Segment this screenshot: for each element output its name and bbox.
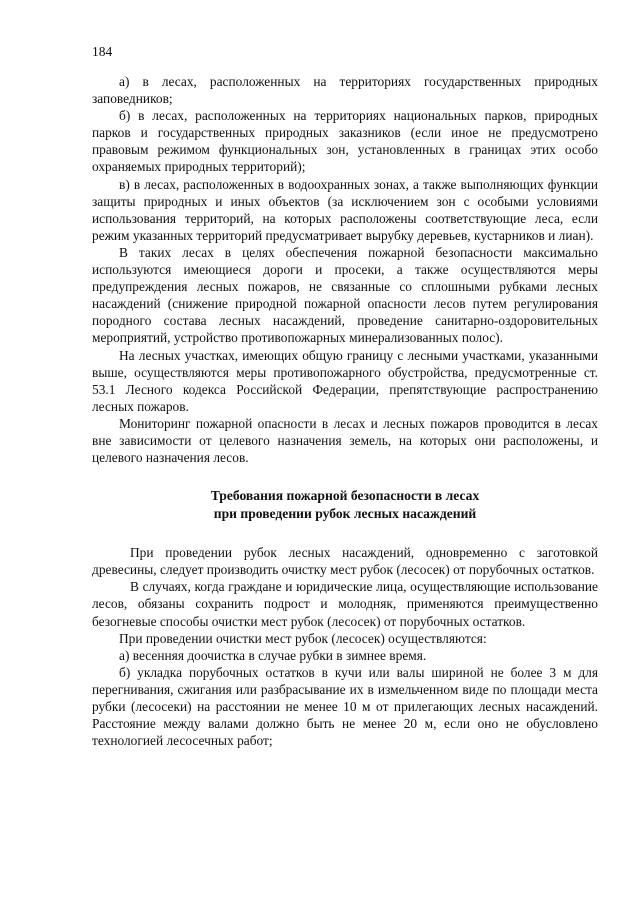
paragraph-fire-safety-measures: В таких лесах в целях обеспечения пожарной безопасности максимально используются имеющиеся дороги и просеки, а также осуществляются меры предупреждения лесных пожаров, не связанные со сплошными рубками лесных насаждений (снижение природной пожарной опасности лесов путем регулирования породного состава лесных насаждений, проведение санитарно-оздоровительных мероприятий, устройство противопожарных минерализованных полос). [92, 244, 598, 346]
document-body [92, 73, 598, 749]
paragraph-adjacent-plots: На лесных участках, имеющих общую границу с лесными участками, указанными выше, осуществляются меры противопожарного обустройства, предусмотренные ст. 53.1 Лесного кодекса Российской Федерации, препятствующие распространению лесных пожаров. [92, 347, 598, 414]
paragraph-logging-cleanup: При проведении рубок лесных насаждений, одновременно с заготовкой древесины, следует производить очистку мест рубок (лесосек) от порубочных остатков. [92, 545, 598, 578]
section-heading [92, 487, 598, 522]
paragraph-item-a: а) в лесах, расположенных на территориях государственных природных заповедников; [92, 74, 598, 107]
paragraph-monitoring: Мониторинг пожарной опасности в лесах и лесных пожаров проводится в лесах вне зависимости от целевого назначения земель, на которых они расположены, и целевого назначения лесов. [92, 415, 598, 466]
paragraph-item-c: в) в лесах, расположенных в водоохранных зонах, а также выполняющих функции защиты природных и иных объектов (за исключением зон с особыми условиями использования территорий, на которых расположены соответствующие леса, если режим указанных территорий предусматривает вырубку деревьев, кустарников и лиан). [92, 176, 598, 243]
paragraph-cleanup-list-intro: При проведении очистки мест рубок (лесосек) осуществляются: [119, 630, 487, 646]
paragraph-cleanup-item-a: а) весенняя доочистка в случае рубки в зимнее время. [119, 647, 427, 663]
paragraph-preserve-undergrowth: В случаях, когда граждане и юридические лица, осуществляющие использование лесов, обязаны сохранить подрост и молодняк, применяются преимущественно безогневые способы очистки мест рубок (лесосек) от порубочных остатков. [92, 579, 598, 629]
page-number: 184 [92, 44, 113, 59]
section-heading-line1: Требования пожарной безопасности в лесах [210, 488, 480, 504]
paragraph-item-b: б) в лесах, расположенных на территориях национальных парков, природных парков и государственных природных заказников (если иное не предусмотрено правовым режимом функциональных зон, установленных в границах этих особо охраняемых природных территорий); [92, 108, 598, 175]
section-heading-line2: при проведении рубок лесных насаждений [213, 505, 477, 521]
paragraph-cleanup-item-b: б) укладка порубочных остатков в кучи или валы шириной не более 3 м для перегнивания, сжигания или разбрасывание их в измельченном виде по площади места рубки (лесосеки) на расстоянии не менее 10 м от прилегающих лесных насаждений. Расстояние между валами должно быть не менее 20 м, если оно не обусловлено технологией лесосечных работ; [92, 664, 598, 749]
